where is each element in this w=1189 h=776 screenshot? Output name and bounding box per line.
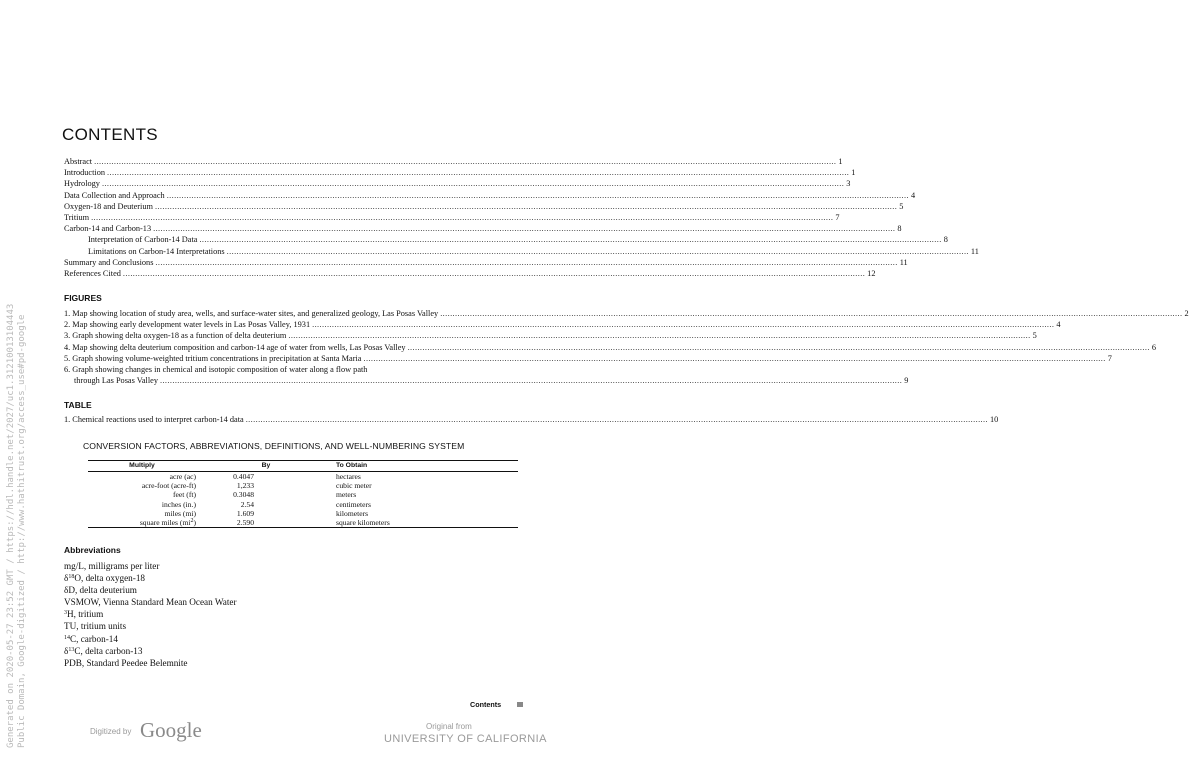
original-from-label: Original from [426, 722, 472, 731]
dot-leader: ............................................................................................................................................................................................................................................................................................................ [226, 246, 969, 256]
toc-page-number: 11 [899, 257, 908, 267]
table-list [64, 414, 999, 425]
multiply-superscript: 2 [190, 518, 194, 525]
cell-multiply [88, 481, 196, 490]
multiply-text: acre (ac) [169, 472, 196, 481]
abbreviation-item [64, 560, 237, 572]
multiply-text: miles (mi) [164, 508, 196, 518]
toc-row [64, 212, 840, 223]
dot-leader: ............................................................................................................................................................................................................................................................................................................ [199, 235, 942, 245]
multiply-text: inches (in.) [161, 499, 196, 509]
toc-row [64, 375, 909, 386]
toc-row [64, 364, 524, 375]
abbreviation-prefix: δ [64, 645, 69, 656]
toc-page-number: 2 [1184, 309, 1189, 318]
toc-entry-title: Tritium [64, 212, 90, 222]
toc-row [64, 268, 876, 279]
footer-section-label: Contents [470, 700, 502, 709]
toc-entry-title: Carbon-14 and Carbon-13 [64, 224, 152, 234]
abbreviation-superscript: 13 [68, 646, 75, 653]
watermark-line-1: Generated on 2020-05-27 23:52 GMT / https://hdl.handle.net/2027/uc1.31210013104443 [6, 303, 16, 748]
toc-row [64, 246, 979, 257]
abbreviation-superscript: 3 [64, 610, 67, 617]
abbreviation-item [64, 657, 237, 669]
toc-row [64, 223, 902, 234]
toc-entry-title: 6. Graph showing changes in chemical and isotopic composition of water along a flow path [64, 364, 368, 374]
abbreviation-text: C, carbon-14 [70, 633, 118, 644]
toc-row [64, 414, 999, 425]
toc-row [64, 319, 1061, 330]
toc-row [64, 342, 1156, 353]
toc-row [64, 308, 1189, 319]
abbreviation-text: C, delta carbon-13 [74, 645, 143, 656]
cell-by [196, 500, 336, 509]
cell-multiply [88, 490, 196, 499]
abbreviation-text: TU, tritium units [64, 621, 127, 632]
cell-obtain: hectares [336, 472, 361, 481]
figures-list [64, 308, 1189, 386]
toc-page-number: 4 [910, 190, 916, 200]
abbreviation-superscript: 14 [64, 634, 70, 641]
conversion-row [88, 518, 518, 528]
conversion-table-body [88, 472, 518, 528]
dot-leader: ............................................................................................................................................................................................................................................................................................................ [440, 309, 1183, 318]
cell-by [196, 518, 336, 528]
contents-list [64, 156, 979, 279]
by-value: 1,233 [236, 481, 254, 491]
dot-leader: ............................................................................................................................................................................................................................................................................................................ [154, 201, 898, 211]
cell-multiply [88, 472, 196, 482]
dot-leader: ............................................................................................................................................................................................................................................................................................................ [159, 376, 903, 386]
cell-obtain: meters [336, 490, 357, 500]
contents-heading: CONTENTS [62, 125, 158, 144]
abbreviation-text: H, tritium [67, 609, 104, 620]
toc-entry-title: Hydrology [64, 179, 100, 189]
toc-entry-title: Oxygen-18 and Deuterium [64, 201, 153, 211]
multiply-text: feet (ft) [173, 490, 196, 500]
google-logo: Google [140, 718, 202, 742]
conversion-row [88, 481, 518, 490]
dot-leader: ............................................................................................................................................................................................................................................................................................................ [153, 224, 896, 234]
dot-leader: ............................................................................................................................................................................................................................................................................................................ [407, 342, 1150, 352]
cell-obtain: kilometers [336, 508, 369, 518]
conversion-title: CONVERSION FACTORS, ABBREVIATIONS, DEFINITIONS, AND WELL-NUMBERING SYSTEM [83, 441, 465, 451]
toc-page-number: 10 [989, 415, 999, 424]
abbreviation-item [64, 620, 237, 632]
cell-multiply [88, 518, 196, 528]
abbreviations-heading: Abbreviations [64, 545, 121, 555]
toc-entry-title: 1. Chemical reactions used to interpret carbon-14 data [64, 415, 244, 424]
toc-page-number: 8 [897, 224, 902, 234]
abbreviation-item [64, 608, 237, 620]
toc-entry-title: References Cited [64, 268, 121, 278]
header-multiply: Multiply [88, 461, 196, 472]
header-by: By [196, 461, 336, 472]
cell-obtain: cubic meter [336, 481, 372, 491]
toc-entry-title: Limitations on Carbon-14 Interpretations [88, 246, 225, 256]
institution-label: UNIVERSITY OF CALIFORNIA [384, 733, 547, 745]
by-value: 1.609 [236, 508, 254, 518]
dot-leader: ............................................................................................................................................................................................................................................................................................................ [245, 415, 988, 424]
toc-page-number: 12 [867, 268, 876, 278]
toc-page-number: 11 [970, 246, 979, 256]
dot-leader: ............................................................................................................................................................................................................................................................................................................ [107, 168, 850, 178]
toc-page-number: 5 [899, 201, 904, 211]
toc-page-number: 6 [1151, 342, 1156, 352]
abbreviation-superscript: 18 [68, 574, 75, 581]
abbreviation-prefix: δ [64, 573, 69, 584]
abbreviation-text: mg/L, milligrams per liter [64, 561, 160, 571]
cell-by [196, 472, 336, 482]
toc-entry-title: Introduction [64, 168, 106, 178]
conversion-row [88, 472, 518, 482]
cell-by [196, 481, 336, 490]
cell-multiply [88, 509, 196, 518]
toc-page-number: 7 [1107, 353, 1112, 363]
cell-by [196, 490, 336, 499]
cell-obtain: square kilometers [336, 518, 518, 528]
cell-obtain: centimeters [336, 499, 371, 509]
conversion-header-row [88, 461, 518, 472]
conversion-row [88, 490, 518, 499]
digitized-by-label: Digitized by [90, 727, 132, 736]
toc-row [64, 156, 843, 167]
toc-entry-title: through Las Posas Valley [74, 376, 158, 386]
toc-page-number: 9 [904, 376, 909, 386]
toc-page-number: 5 [1032, 331, 1037, 341]
toc-row [64, 330, 1037, 341]
abbreviation-text: O, delta oxygen-18 [74, 573, 146, 584]
dot-leader: ............................................................................................................................................................................................................................................................................................................ [155, 257, 898, 267]
abbreviations-list [64, 560, 237, 669]
toc-row [64, 257, 908, 268]
abbreviation-text: VSMOW, Vienna Standard Mean Ocean Water [64, 597, 237, 608]
dot-leader: ............................................................................................................................................................................................................................................................................................................ [94, 157, 837, 166]
toc-row [64, 190, 916, 201]
cell-multiply [88, 500, 196, 509]
abbreviation-item [64, 633, 237, 645]
dot-leader: ............................................................................................................................................................................................................................................................................................................ [363, 353, 1106, 363]
footer-page-number: III [517, 700, 523, 709]
toc-entry-title: 2. Map showing early development water levels in Las Posas Valley, 1931 [64, 320, 311, 330]
multiply-text-end: ) [193, 518, 196, 528]
abbreviation-text: δD, delta deuterium [64, 585, 137, 596]
multiply-text: acre-foot (acre-ft) [141, 481, 196, 491]
toc-entry-title: Interpretation of Carbon-14 Data [88, 235, 198, 245]
toc-entry-title: 4. Map showing delta deuterium composition and carbon-14 age of water from wells, Las Posas Valley [64, 342, 406, 352]
conversion-table [88, 460, 518, 528]
toc-row [64, 178, 851, 189]
toc-row [64, 353, 1112, 364]
watermark-line-2: Public Domain, Google-digitized / http://www.hathitrust.org/access_use#pd-google [17, 314, 27, 748]
dot-leader: ............................................................................................................................................................................................................................................................................................................ [288, 331, 1031, 341]
abbreviation-text: PDB, Standard Peedee Belemnite [64, 657, 188, 668]
dot-leader: ............................................................................................................................................................................................................................................................................................................ [101, 179, 845, 189]
dot-leader: ............................................................................................................................................................................................................................................................................................................ [312, 320, 1055, 330]
by-value: 2.590 [236, 518, 254, 528]
toc-page-number: 1 [851, 168, 856, 178]
dot-leader: ............................................................................................................................................................................................................................................................................................................ [166, 190, 909, 200]
toc-row [64, 167, 856, 178]
by-value: 0.4047 [233, 472, 254, 481]
dot-leader: ............................................................................................................................................................................................................................................................................................................ [122, 268, 866, 278]
toc-entry-title: Summary and Conclusions [64, 257, 154, 267]
multiply-text: square miles (mi [139, 518, 191, 528]
abbreviation-item [64, 645, 237, 657]
toc-page-number: 4 [1056, 320, 1061, 330]
abbreviation-item [64, 596, 237, 608]
conversion-row [88, 509, 518, 518]
by-value: 2.54 [240, 499, 254, 509]
toc-entry-title: 3. Graph showing delta oxygen-18 as a function of delta deuterium [64, 331, 287, 341]
conversion-row [88, 500, 518, 509]
table-heading: TABLE [64, 400, 92, 410]
abbreviation-item [64, 572, 237, 584]
toc-row [64, 234, 948, 245]
toc-page-number: 8 [943, 235, 948, 245]
toc-row [64, 201, 904, 212]
toc-entry-title: 1. Map showing location of study area, wells, and surface-water sites, and generalized geology, Las Posas Valley [64, 309, 439, 318]
abbreviation-item [64, 584, 237, 596]
header-obtain: To Obtain [336, 461, 518, 472]
toc-entry-title: Data Collection and Approach [64, 190, 165, 200]
toc-entry-title: Abstract [64, 157, 93, 166]
figures-heading: FIGURES [64, 293, 102, 303]
by-value: 0.3048 [233, 490, 254, 500]
toc-page-number: 3 [846, 179, 851, 189]
side-watermark [2, 260, 32, 760]
dot-leader: ............................................................................................................................................................................................................................................................................................................ [91, 212, 834, 222]
toc-page-number: 7 [835, 212, 840, 222]
toc-page-number: 1 [838, 157, 843, 166]
toc-entry-title: 5. Graph showing volume-weighted tritium concentrations in precipitation at Santa Maria [64, 353, 362, 363]
cell-by [196, 509, 336, 518]
